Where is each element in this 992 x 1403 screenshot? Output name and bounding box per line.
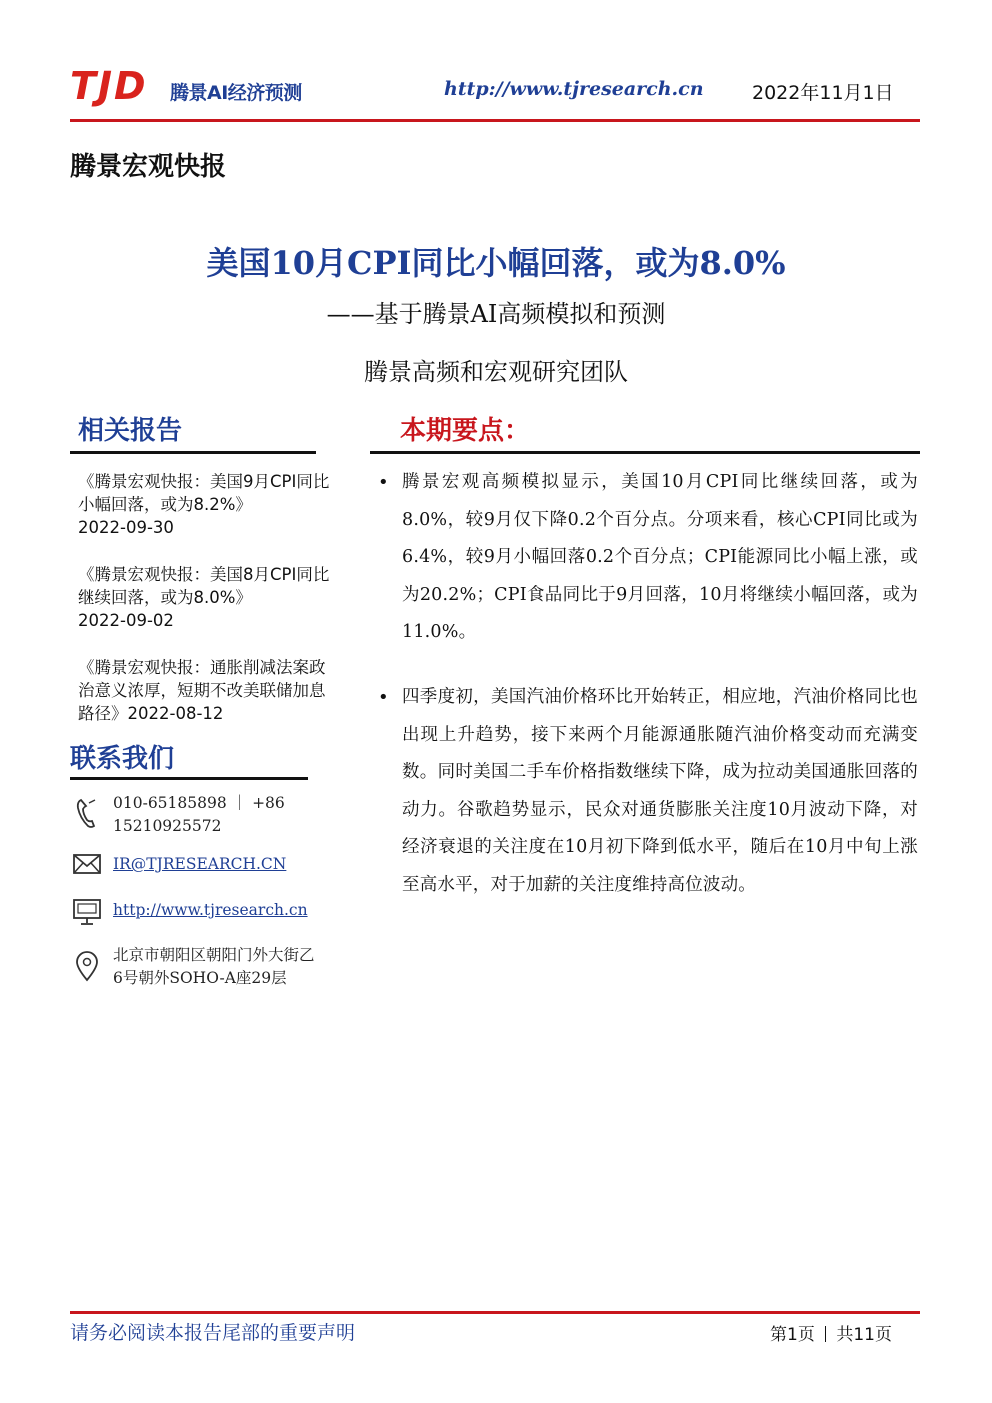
phone-icon xyxy=(72,796,102,826)
monitor-icon xyxy=(72,898,102,928)
logo-tjd: TJD xyxy=(70,64,148,108)
related-reports-heading: 相关报告 xyxy=(78,416,183,446)
key-point-paragraph: 四季度初，美国汽油价格环比开始转正，相应地，汽油价格同比也出现上升趋势，接下来两个月能源通胀随汽油价格变动而充满变数。同时美国二手车价格指数继续下降，成为拉动美国通胀回落的动力。谷歌趋势显示，民众对通货膨胀关注度10月波动下降，对经济衰退的关注度在10月初下降到低水平，随后在10月中旬上涨至高水平，对于加薪的关注度维持高位波动。 xyxy=(402,687,918,895)
related-reports-divider xyxy=(70,451,316,454)
bullet-marker: • xyxy=(378,687,389,708)
contact-address xyxy=(113,944,353,990)
related-report-item[interactable] xyxy=(78,470,338,539)
logo-name: 腾景AI经济预测 xyxy=(170,82,302,104)
related-report-title: 《腾景宏观快报：通胀削减法案政治意义浓厚，短期不改美联储加息路径》 xyxy=(78,658,326,723)
header-divider xyxy=(70,119,920,122)
phone-line-1: 010-65185898 ｜ +86 xyxy=(113,794,285,812)
related-report-title: 《腾景宏观快报：美国8月CPI同比继续回落，或为8.0%》 xyxy=(78,565,330,607)
contact-phone[interactable] xyxy=(113,792,353,838)
address-line-2: 6号朝外SOHO-A座29层 xyxy=(113,969,287,987)
phone-line-2: 15210925572 xyxy=(113,817,222,835)
key-points-heading: 本期要点： xyxy=(400,416,531,446)
report-subtitle: ——基于腾景AI高频模拟和预测 xyxy=(326,300,666,328)
page-separator xyxy=(825,1326,827,1342)
contact-divider xyxy=(70,777,308,780)
page-indicator xyxy=(770,1320,892,1345)
page-number: 第1页 xyxy=(770,1325,815,1345)
email-address: IR@TJRESEARCH.CN xyxy=(113,855,287,873)
related-report-item[interactable] xyxy=(78,563,338,632)
related-report-date: 2022-09-30 xyxy=(78,518,174,537)
related-report-title: 《腾景宏观快报：美国9月CPI同比小幅回落，或为8.2%》 xyxy=(78,472,330,514)
contact-email-link[interactable] xyxy=(113,853,353,876)
bullet-marker: • xyxy=(378,472,389,493)
report-title: 美国10月CPI同比小幅回落，或为8.0% xyxy=(206,244,786,282)
disclaimer-note: 请务必阅读本报告尾部的重要声明 xyxy=(70,1322,356,1344)
key-point-paragraph: 腾景宏观高频模拟显示，美国10月CPI同比继续回落，或为8.0%，较9月仅下降0.2个百分点。分项来看，核心CPI同比或为6.4%，较9月小幅回落0.2个百分点；CPI能源同比小幅上涨，或为20.2%；CPI食品同比于9月回落，10月将继续小幅回落，或为11.0%。 xyxy=(402,472,918,642)
email-icon xyxy=(72,852,102,882)
location-pin-icon xyxy=(72,950,102,980)
key-points-divider xyxy=(370,451,920,454)
related-report-date: 2022-09-02 xyxy=(78,611,174,630)
address-line-1: 北京市朝阳区朝阳门外大街乙 xyxy=(113,946,315,964)
report-date: 2022年11月1日 xyxy=(752,82,894,104)
contact-website-link[interactable] xyxy=(113,899,353,922)
related-report-item[interactable] xyxy=(78,656,338,725)
research-team: 腾景高频和宏观研究团队 xyxy=(364,358,628,386)
footer-divider xyxy=(70,1311,920,1314)
page-total: 共11页 xyxy=(836,1325,892,1345)
contact-heading: 联系我们 xyxy=(70,744,175,774)
header-website-link[interactable]: http://www.tjresearch.cn xyxy=(444,78,704,100)
series-name: 腾景宏观快报 xyxy=(70,152,227,182)
related-report-date: 2022-08-12 xyxy=(127,704,224,723)
website-address: http://www.tjresearch.cn xyxy=(113,901,308,919)
